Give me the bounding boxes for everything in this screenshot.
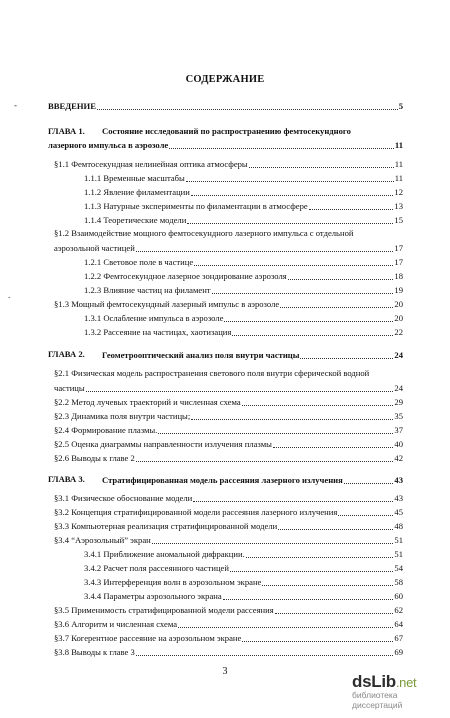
toc-chapter-label: ГЛАВА 3. <box>48 474 85 484</box>
toc-entry-page: 42 <box>394 453 403 463</box>
toc-entry-s2-5[interactable] <box>54 438 403 450</box>
toc-entry-label: 3.4.3 Интерференция волн в аэрозольном экране <box>84 577 262 587</box>
toc-leader <box>178 627 393 628</box>
toc-leader <box>136 461 394 462</box>
toc-entry-s1-2-3[interactable] <box>84 284 403 296</box>
toc-entry-ch3[interactable] <box>102 474 403 486</box>
toc-entry-page: 48 <box>394 521 403 531</box>
toc-leader <box>249 167 394 168</box>
toc-entry-s2-1-line1[interactable]: §2.1 Физическая модель распространения светового поля внутри сферической водной <box>54 368 370 378</box>
toc-leader <box>275 613 394 614</box>
watermark-logo-name: dsLib <box>352 672 396 691</box>
toc-entry-s1-3-1[interactable] <box>84 312 403 324</box>
toc-leader <box>300 358 393 359</box>
toc-leader <box>278 529 393 530</box>
toc-leader <box>273 447 393 448</box>
toc-leader <box>232 335 393 336</box>
toc-entry-label: 1.2.3 Влияние частиц на филамент <box>84 285 211 295</box>
toc-entry-s1-3[interactable] <box>54 298 403 310</box>
watermark-logo-text <box>352 672 448 692</box>
toc-entry-label: §3.7 Когерентное рассеяние на аэрозольном экране <box>54 633 242 643</box>
toc-entry-intro[interactable] <box>48 100 403 112</box>
toc-leader <box>136 655 394 656</box>
toc-leader <box>280 307 393 308</box>
toc-entry-s3-5[interactable] <box>54 604 403 616</box>
toc-leader <box>86 391 394 392</box>
toc-entry-label: §3.2 Концепция стратифицированной модели рассеяния лазерного излучения <box>54 507 338 517</box>
toc-entry-s1-2-2[interactable] <box>84 270 403 282</box>
toc-entry-label: §3.1 Физическое обоснование модели <box>54 493 193 503</box>
toc-entry-s3-3[interactable] <box>54 520 403 532</box>
toc-entry-page: 22 <box>394 327 403 337</box>
toc-entry-page: 11 <box>394 173 403 183</box>
toc-entry-page: 35 <box>394 411 403 421</box>
toc-entry-page: 37 <box>394 425 403 435</box>
toc-entry-s2-2[interactable] <box>54 396 403 408</box>
toc-entry-page: 17 <box>394 257 403 267</box>
toc-entry-page: 45 <box>394 507 403 517</box>
toc-entry-s2-1[interactable] <box>54 382 403 394</box>
toc-entry-s1-1-4[interactable] <box>84 214 403 226</box>
toc-leader <box>187 223 393 224</box>
toc-entry-label: 1.1.3 Натурные эксперименты по филаментации в атмосфере <box>84 201 308 211</box>
toc-entry-label: 1.2.1 Световое поле в частице <box>84 257 194 267</box>
toc-entry-page: 11 <box>394 140 403 150</box>
toc-entry-label: §3.6 Алгоритм и численная схема <box>54 619 178 629</box>
toc-entry-label: 1.1.4 Теоретические модели <box>84 215 187 225</box>
toc-entry-label: §2.4 Формирование плазмы. <box>54 425 158 435</box>
toc-entry-page: 69 <box>394 647 403 657</box>
toc-entry-s3-2[interactable] <box>54 506 403 518</box>
toc-entry-page: 43 <box>394 493 403 503</box>
toc-entry-page: 24 <box>394 350 403 360</box>
toc-entry-s3-1[interactable] <box>54 492 403 504</box>
toc-entry-label: §3.3 Компьютерная реализация стратифицированной модели <box>54 521 278 531</box>
toc-leader <box>242 641 393 642</box>
toc-entry-s3-6[interactable] <box>54 618 403 630</box>
watermark-logo <box>352 672 448 710</box>
toc-leader <box>338 515 393 516</box>
toc-leader <box>223 599 394 600</box>
toc-entry-label: §2.6 Выводы к главе 2 <box>54 453 135 463</box>
toc-entry-label: §3.5 Применимость стратифицированной модели рассеяния <box>54 605 274 615</box>
toc-leader <box>191 195 394 196</box>
toc-leader <box>194 265 393 266</box>
toc-entry-label: 3.4.4 Параметры аэрозольного экрана <box>84 591 222 601</box>
toc-entry-s1-1-2[interactable] <box>84 186 403 198</box>
toc-leader <box>169 148 394 149</box>
toc-entry-s3-8[interactable] <box>54 646 403 658</box>
toc-leader <box>242 405 394 406</box>
toc-entry-page: 12 <box>394 187 403 197</box>
toc-leader <box>191 419 393 420</box>
toc-entry-s3-4[interactable] <box>54 534 403 546</box>
toc-entry-page: 13 <box>394 201 403 211</box>
toc-entry-label: 1.2.2 Фемтосекундное лазерное зондирование аэрозоля <box>84 271 287 281</box>
toc-entry-label: Стратифицированная модель рассеяния лазерного излучения <box>102 475 343 485</box>
toc-entry-page: 43 <box>394 475 403 485</box>
watermark-subtitle: библиотека диссертаций <box>352 690 403 710</box>
toc-entry-s2-6[interactable] <box>54 452 403 464</box>
toc-chapter-label: ГЛАВА 2. <box>48 349 85 359</box>
page-number: 3 <box>222 666 228 677</box>
toc-leader <box>136 251 394 252</box>
toc-entry-page: 54 <box>394 563 403 573</box>
page-title: СОДЕРЖАНИЕ <box>185 74 265 85</box>
toc-entry-s1-1[interactable] <box>54 158 403 170</box>
toc-chapter-label: ГЛАВА 1. <box>48 126 85 136</box>
toc-entry-page: 60 <box>394 591 403 601</box>
toc-entry-page: 64 <box>394 619 403 629</box>
toc-entry-s3-4-1[interactable] <box>84 548 403 560</box>
toc-entry-page: 40 <box>394 439 403 449</box>
toc-entry-page: 58 <box>394 577 403 587</box>
toc-entry-label: лазерного импульса в аэрозоле <box>48 140 169 150</box>
toc-entry-page: 11 <box>394 159 403 169</box>
toc-entry-page: 5 <box>398 101 403 111</box>
toc-entry-page: 20 <box>394 313 403 323</box>
toc-entry-s3-4-2[interactable] <box>84 562 403 574</box>
toc-entry-s1-1-1[interactable] <box>84 172 403 184</box>
toc-entry-label: 1.3.1 Ослабление импульса в аэрозоле <box>84 313 224 323</box>
margin-mark: . <box>8 290 11 300</box>
toc-entry-page: 51 <box>394 549 403 559</box>
toc-entry-s3-4-3[interactable] <box>84 576 403 588</box>
toc-entry-page: 24 <box>394 383 403 393</box>
toc-entry-label: частицы <box>54 383 85 393</box>
toc-entry-label: 1.3.2 Рассеяние на частицах, хаотизация <box>84 327 232 337</box>
toc-entry-page: 18 <box>394 271 403 281</box>
toc-entry-label: аэрозольной частицей <box>54 243 135 253</box>
toc-entry-s2-4[interactable] <box>54 424 403 436</box>
toc-entry-s1-2[interactable] <box>54 242 403 254</box>
toc-entry-page: 20 <box>394 299 403 309</box>
toc-entry-page: 19 <box>394 285 403 295</box>
toc-entry-label: §3.8 Выводы к главе 3 <box>54 647 135 657</box>
toc-leader <box>186 181 394 182</box>
toc-entry-label: §2.5 Оценка диаграммы направленности излучения плазмы <box>54 439 272 449</box>
toc-entry-label: ВВЕДЕНИЕ <box>48 101 96 111</box>
toc-entry-s3-7[interactable] <box>54 632 403 644</box>
toc-leader <box>158 433 393 434</box>
toc-leader <box>230 571 393 572</box>
toc-entry-label: 3.4.2 Расчет поля рассеянного частицей <box>84 563 229 573</box>
watermark-logo-suffix: .net <box>395 675 417 690</box>
toc-leader <box>344 483 394 484</box>
toc-entry-ch1[interactable] <box>48 139 403 151</box>
toc-entry-page: 51 <box>394 535 403 545</box>
toc-entry-s1-3-2[interactable] <box>84 326 403 338</box>
margin-mark: - <box>14 100 17 110</box>
toc-entry-page: 67 <box>394 633 403 643</box>
toc-entry-label: §2.3 Динамика поля внутри частицы; <box>54 411 191 421</box>
toc-entry-page: 62 <box>394 605 403 615</box>
toc-entry-s2-3[interactable] <box>54 410 403 422</box>
toc-entry-page: 17 <box>394 243 403 253</box>
toc-leader <box>224 321 393 322</box>
toc-entry-label: §1.1 Фемтосекундная нелинейная оптика атмосферы <box>54 159 248 169</box>
toc-entry-label: §3.4 “Аэрозольный” экран <box>54 535 151 545</box>
toc-entry-s1-2-line1[interactable]: §1.2 Взаимодействие мощного фемтосекундного лазерного импульса с отдельной <box>54 228 354 238</box>
toc-leader <box>97 109 398 110</box>
toc-leader <box>212 293 394 294</box>
toc-entry-label: 1.1.1 Временные масштабы <box>84 173 185 183</box>
toc-entry-page: 15 <box>394 215 403 225</box>
toc-leader <box>262 585 393 586</box>
toc-chapter-title[interactable]: Состояние исследований по распространению фемтосекундного <box>102 126 351 136</box>
toc-leader <box>309 209 394 210</box>
toc-entry-label: Геометрооптический анализ поля внутри частицы <box>102 350 300 360</box>
toc-entry-s1-1-3[interactable] <box>84 200 403 212</box>
toc-entry-label: §1.3 Мощный фемтосекундный лазерный импульс в аэрозоле <box>54 299 280 309</box>
toc-leader <box>152 543 394 544</box>
toc-entry-label: 1.1.2 Явление филаментации <box>84 187 190 197</box>
toc-leader <box>288 279 394 280</box>
toc-leader <box>246 557 394 558</box>
toc-entry-page: 29 <box>394 397 403 407</box>
toc-entry-s1-2-1[interactable] <box>84 256 403 268</box>
toc-entry-ch2[interactable] <box>102 349 403 361</box>
toc-leader <box>193 501 393 502</box>
toc-entry-label: 3.4.1 Приближение аномальной дифракции. <box>84 549 245 559</box>
toc-entry-label: §2.2 Метод лучевых траекторий и численная схема <box>54 397 241 407</box>
toc-entry-s3-4-4[interactable] <box>84 590 403 602</box>
